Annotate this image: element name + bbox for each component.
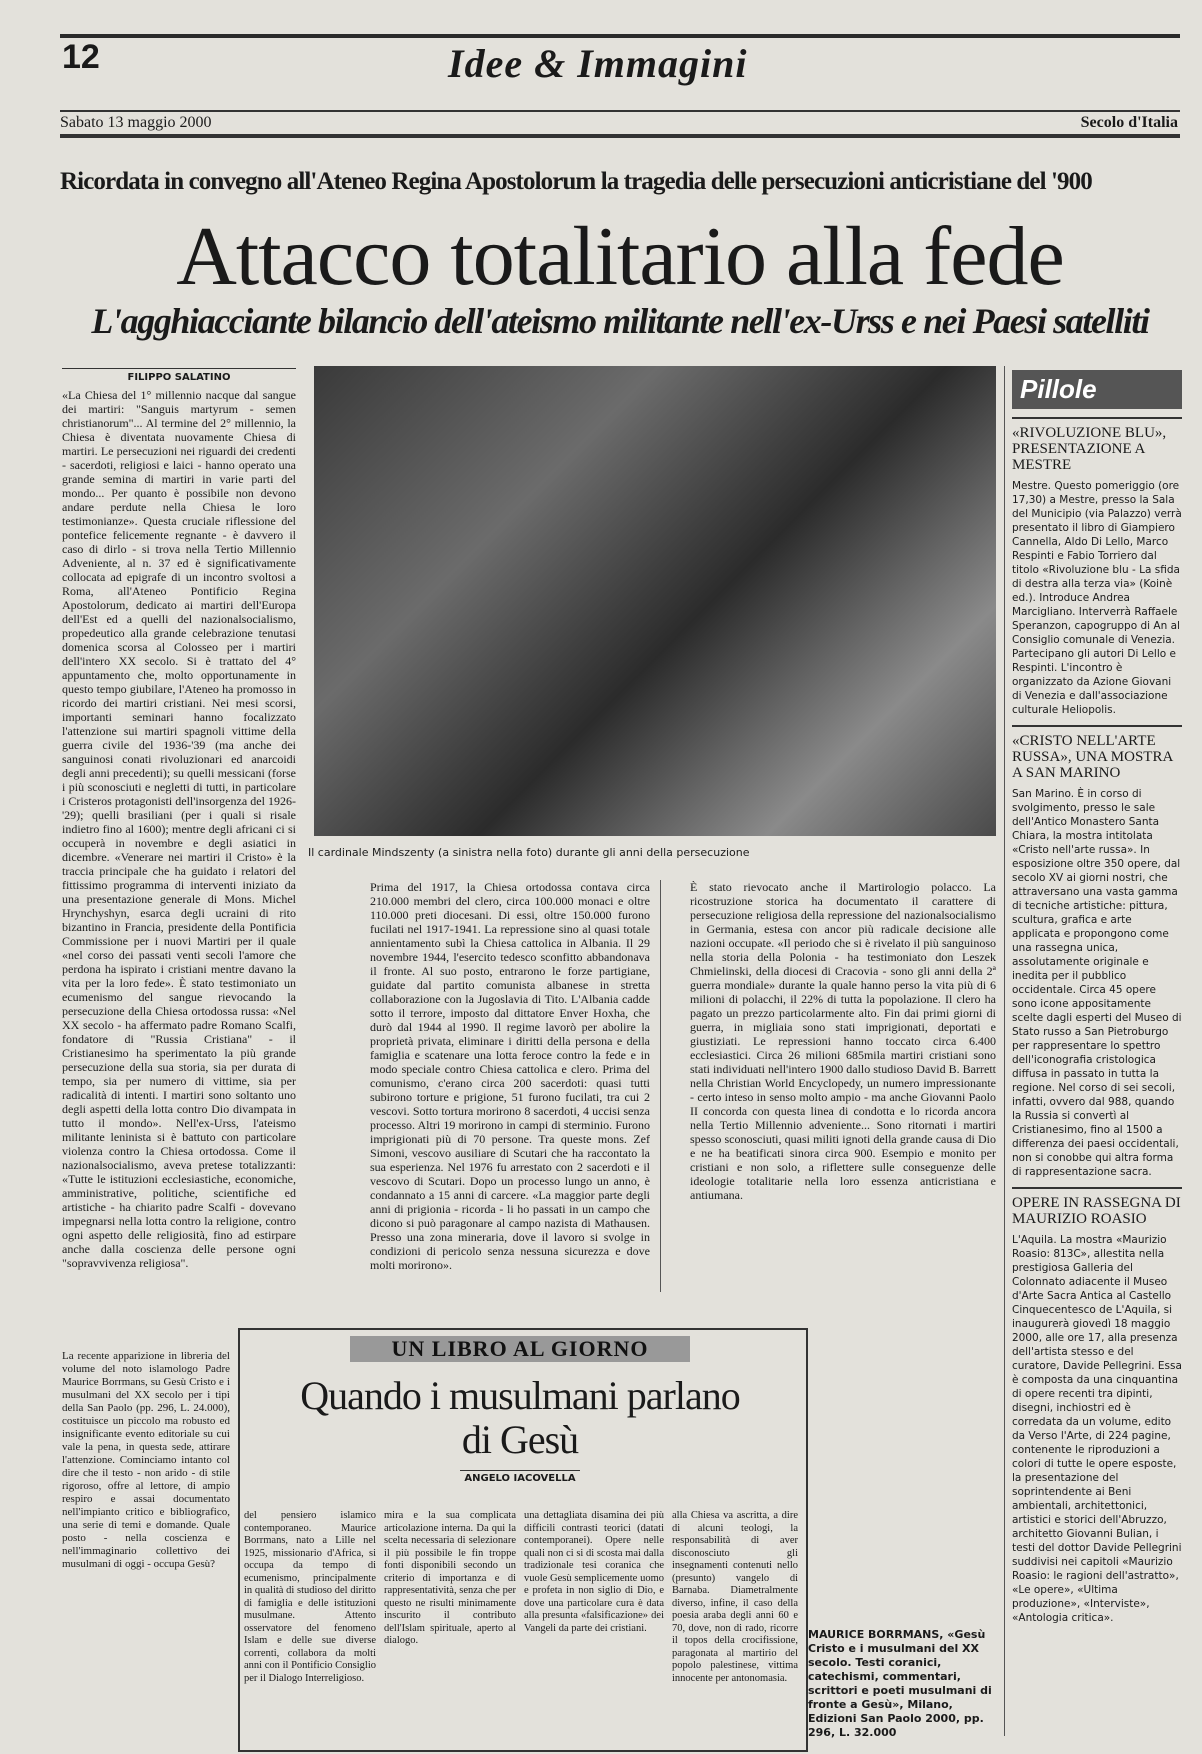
photo-caption: Il cardinale Mindszenty (a sinistra nella foto) durante gli anni della persecuzione — [308, 846, 750, 859]
book-column-2: del pensiero islamico contemporaneo. Maurice Borrmans, nato a Lille nel 1925, missionario d'Africa, si occupa da tempo di ecumenismo, principalmente in qualità di studioso del diritto di famiglia e delle istituzioni musulmane. Attento osservatore del fenomeno Islam e delle sue diverse correnti, collabora da molti anni con il Pontificio Consiglio per il Dialogo Interreligioso. — [244, 1510, 376, 1684]
byline: FILIPPO SALATINO — [62, 368, 296, 383]
sidebar-item-title: OPERE IN RASSEGNA DI MAURIZIO ROASIO — [1012, 1187, 1182, 1227]
book-column-4: una dettagliata disamina dei più difficili contrasti teorici (datati contemporanei). Opere nelle quali non ci si di scosta mai dalla tradizionale tesi coranica che vuole Gesù semplicemente uomo e profeta in non siglio di Dio, e dove una particolare cura è data alla presunta «falsificazione» dei Vangeli da parte dei cristiani. — [524, 1510, 664, 1634]
newspaper-name: Secolo d'Italia — [1080, 114, 1178, 131]
article-subheadline: L'agghiacciante bilancio dell'ateismo militante nell'ex-Urss e nei Paesi satelliti — [91, 301, 1149, 341]
sidebar-item — [1012, 1187, 1182, 1625]
sidebar-divider — [1004, 366, 1005, 1736]
book-column-1: La recente apparizione in libreria del volume del noto islamologo Padre Maurice Borrmans, su Gesù Cristo e i musulmani del XX secolo per i tipi della San Paolo (pp. 296, L. 24.000), costituisce un piccolo ma robusto ed insignificante evento editoriale su cui vale la pena, in questa sede, attirare l'attenzione. Cominciamo intanto col dire che il testo - non arido - di stile rigoroso, offre al lettore, di ampio respiro e assai documentato nell'impianto critico e bibliografico, una serie di temi e domande. Quale posto - nella coscienza e nell'immaginario collettivo dei musulmani di oggi - occupa Gesù? — [62, 1350, 230, 1570]
book-column-5: alla Chiesa va ascritta, a dire di alcuni teologi, la responsabilità di aver disconosciuto gli insegnamenti contenuti nello (presunto) vangelo di Barnaba. Diametralmente diverso, infine, il caso della poesia araba degli anni 60 e 70, dove, non di rado, ricorre il topos della crocifissione, paragonata al martirio del popolo palestinese, vittima innocente per antonomasia. — [672, 1510, 798, 1684]
pillole-title: Pillole — [1012, 370, 1182, 409]
top-rule — [60, 34, 1180, 38]
article-intro: «La Chiesa del 1° millennio nacque dal sangue dei martiri: "Sanguis martyrum - semen christianorum"... Al termine del 2° millennio, la Chiesa è diventata nuovamente Chiesa di martiri. Le persecuzioni nei riguardi dei credenti - sacerdoti, religiosi e laici - hanno operato una grande semina di martiri in varie parti del mondo... Per quanto è possibile non devono andare perdute nella Chiesa le loro testimonianze». Questa cruciale riflessione del pontefice felicemente regnante - è davvero il caso di dirlo - si trova nella Tertio Millennio Adveniente, al n. 37 ed è significativamente collocata ad epigrafe di un incontro svoltosi a Roma, all'Ateneo Pontificio Regina Apostolorum, dedicato ai martiri dell'Europa dell'Est ed a quelli del nazionalsocialismo, propedeutico alla grande celebrazione tenutasi domenica scorsa al Colosseo per i martiri dell'intero XX secolo. Si è trattato del 4° appuntamento che, molto opportunamente in questo tempo giubilare, l'Ateneo ha promosso in ricordo dei martiri cristiani. Nei mesi scorsi, importanti seminari hanno focalizzato l'attenzione sui martiri spagnoli vittime della guerra civile del 1936-'39 (ma anche dei sanguinosi conati rivoluzionari ed anarcoidi degli anni precedenti); su quelli messicani (forse i più sconosciuti e negletti di tutti, in particolare i Cristeros protagonisti dell'insorgenza del 1926-'29); quelli brasiliani (per i quali si risale indietro fino al 1600); mentre degli africani ci si occuperà in novembre e degli asiatici in dicembre. — [62, 388, 296, 864]
article-column-3: È stato rievocato anche il Martirologio polacco. La ricostruzione storica ha documentato il carattere di persecuzione religiosa della repressione del nazionalsocialismo in Germania, estesa con ancor più radicale decisione alle nazioni occupate. «Il periodo che si è rivelato il più sanguinoso nella storia della Polonia - ha testimoniato don Leszek Chmielinski, della diocesi di Cracovia - sono gli anni della 2ª guerra mondiale» durante la quale hanno perso la vita più di 6 milioni di polacchi, il 22% di tutta la popolazione. Il clero ha pagato un prezzo particolarmente alto. Fin dai primi giorni di guerra, in migliaia sono stati imprigionati, deportati e giustiziati. Le repressioni hanno toccato circa 6.400 ecclesiastici. Circa 26 milioni 685mila martiri cristiani sono stati individuati nell'intero 1900 dallo studioso David B. Barrett nella Christian World Encyclopedy, un numero impressionante - certo inteso in senso molto ampio - ma anche Giovanni Paolo II concorda con questa linea di condotta e lo ricorda ancora nella Tertio Millennio adveniente... Sono ritornati i martiri spesso sconosciuti, quasi militi ignoti della grande causa di Dio e ne ha beatificati sinora circa 900. Esempio e monito per cristiani e non solo, a riflettere sulle conseguenze delle ideologie totalitarie nella loro essenza anticristiana e antiumana. — [690, 880, 996, 1202]
book-kicker: UN LIBRO AL GIORNO — [350, 1336, 690, 1362]
book-column-3: mira e la sua complicata articolazione interna. Da qui la scelta necessaria di selezionare il più possibile le fin troppe fonti disponibili secondo un criterio di importanza e di rappresentatività, senza che per questo ne risulti minimamente inscurito il contributo dell'Islam spirituale, aperto al dialogo. — [384, 1510, 516, 1646]
column-divider — [660, 880, 661, 1292]
pillole-sidebar — [1012, 370, 1182, 1625]
sidebar-item-title: «CRISTO NELL'ARTE RUSSA», UNA MOSTRA A SAN MARINO — [1012, 725, 1182, 781]
article-photo — [314, 366, 996, 836]
article-column-1 — [62, 388, 296, 1292]
sidebar-item-text: San Marino. È in corso di svolgimento, presso le sale dell'Antico Monastero Santa Chiara, la mostra intitolata «Cristo nell'arte russa». In esposizione oltre 350 opere, dal secolo XV ai giorni nostri, che attraversano una vasta gamma di tecniche artistiche: pittura, scultura, grafica e arte applicata e propongono come una rassegna unica, assolutamente originale e inedita per il pubblico occidentale. Circa 45 opere sono icone appositamente scelte dagli esperti del Museo di Stato russo a San Pietroburgo per rappresentare lo spettro dell'iconografia cristologica diffusa in passato in tutta la regione. Nel corso di sei secoli, infatti, ovvero dal 988, quando la Russia si convertì al Cristianesimo, fino al 1500 a differenza dei paesi occidentali, non si conobbe qui altra forma di rappresentazione sacra. — [1012, 788, 1182, 1178]
sidebar-item-text: Mestre. Questo pomeriggio (ore 17,30) a Mestre, presso la Sala del Municipio (via Palazzo) verrà presentato il libro di Giampiero Cannella, Aldo Di Lello, Marco Respinti e Fabio Torriero dal titolo «Rivoluzione blu - La sfida di destra alla terza via» (Koinè ed.). Introduce Andrea Marcigliano. Interverrà Raffaele Speranzon, capogruppo di An al Consiglio comunale di Venezia. Partecipano gli autori Di Lello e Respinti. L'incontro è organizzato da Azione Giovani di Venezia e dall'associazione culturale Heliopolis. — [1012, 480, 1182, 716]
sidebar-item-text: L'Aquila. La mostra «Maurizio Roasio: 813C», allestita nella prestigiosa Galleria del Colonnato adiacente il Museo d'Arte Sacra Antica al Castello Cinquecentesco de L'Aquila, si inaugurerà giovedì 18 maggio 2000, alle ore 17, alla presenza dell'artista stesso e del curatore, Davide Pellegrini. Essa è composta da una cinquantina di opere recenti tra dipinti, disegni, inchiostri ed è corredata da un volume, edito da Verso l'Arte, di 224 pagine, contenente le riproduzioni a colori di tutte le opere esposte, la presentazione del soprintendente ai Beni ambientali, architettonici, artistici e storici dell'Abruzzo, architetto Giovanni Bulian, i testi del dottor Davide Pellegrini suddivisi nei capitoli «Maurizio Roasio: le ragioni dell'astratto», «Le opere», «Ultima produzione», «Interviste», «Antologia critica». — [1012, 1234, 1182, 1624]
article-body-1: «Venerare nei martiri il Cristo» è la traccia principale che ha guidato i relatori del fittissimo programma di interventi iniziato da una presentazione generale di Mons. Michel Hrynchyshyn, esarca degli ucraini di rito bizantino in Francia, presidente della Pontificia Commissione per i nuovi Martiri per il quale «nel corso dei passati venti secoli l'amore che perdona ha ispirato i cristiani mentre davano la vita per la loro fede». È stato testimoniato un ecumenismo del sangue rievocando la persecuzione della Chiesa ortodossa russa: «Nel XX secolo - ha affermato padre Romano Scalfi, fondatore di "Russia Cristiana" - il Cristianesimo ha sperimentato la più grande persecuzione della sua storia, sia per durata di tempo, sia per numero di vittime, sia per radicalità di intenti. I martiri sono soltanto uno degli aspetti della lotta contro Dio divampata in tutto il mondo». Nell'ex-Urss, l'ateismo militante leninista si è battuto con particolare violenza contro la Chiesa ortodossa. Come il nazionalsocialismo, aveva pretese totalizzanti: «Tutte le istituzioni ecclesiastiche, economiche, amministrative, politiche, scientifiche ed artistiche - ha chiarito padre Scalfi - dovevano impegnarsi nella lotta contro la religione, contro ogni aspetto delle religiosità, fino ad estirpare anche dalla coscienza delle persone ogni "sopravvivenza religiosa". — [62, 850, 296, 1270]
article-headline: Attacco totalitario alla fede — [176, 210, 1064, 303]
section-title: Idee & Immagini — [448, 41, 748, 86]
issue-date: Sabato 13 maggio 2000 — [60, 114, 212, 131]
masthead-rule — [60, 110, 1180, 112]
sidebar-item — [1012, 725, 1182, 1179]
book-bibliography: MAURICE BORRMANS, «Gesù Cristo e i musulmani del XX secolo. Testi coranici, catechismi, commentari, scrittori e poeti musulmani di fronte a Gesù», Milano, Edizioni San Paolo 2000, pp. 296, L. 32.000 — [808, 1628, 992, 1739]
date-rule — [60, 134, 1180, 138]
sidebar-item-title: «RIVOLUZIONE BLU», PRESENTAZIONE A MESTRE — [1012, 417, 1182, 473]
book-review-author: ANGELO IACOVELLA — [460, 1470, 580, 1484]
book-review-title: Quando i musulmani parlano di Gesù — [300, 1373, 740, 1462]
page-number: 12 — [62, 38, 100, 76]
article-kicker: Ricordata in convegno all'Ateneo Regina Apostolorum la tragedia delle persecuzioni anticristiane del '900 — [60, 168, 1092, 195]
sidebar-item — [1012, 417, 1182, 717]
article-column-2: Prima del 1917, la Chiesa ortodossa contava circa 210.000 membri del clero, circa 100.000 monaci e oltre 110.000 preti diocesani. Di essi, oltre 150.000 furono fucilati nel 1917-1941. La repressione sino al quasi totale annientamento subì la Chiesa cattolica in Albania. Il 29 novembre 1944, l'esercito tedesco sconfitto abbandonava il fronte. Al suo posto, entrarono le forze partigiane, guidate dal partito comunista albanese in stretta collaborazione con la Jugoslavia di Tito. L'Albania cadde sotto il terrore, imposto dal dittatore Enver Hoxha, che durò dal 1944 al 1990. Il regime lavorò per abolire la proprietà privata, eliminare i diritti della persona e della famiglia e scatenare una lotta feroce contro la fede e in modo speciale contro Chiesa cattolica e clero. Prima del comunismo, c'erano circa 200 sacerdoti: quasi tutti subirono torture e prigione, 51 furono fucilati, tra cui 2 vescovi. Sotto tortura morirono 8 sacerdoti, 4 uccisi senza processo. Altri 19 morirono in campi di sterminio. Furono imprigionati più di 70 persone. Tra queste mons. Zef Simoni, vescovo ausiliare di Scutari che ha raccontato la sua esperienza. Nel 1976 fu arrestato con 2 sacerdoti e il vescovo di Scutari. Dopo un processo lungo un anno, è condannato a 15 anni di carcere. «La maggior parte degli anni di prigionia - ricorda - li ho passati in un campo che dicono si può paragonare al campo nazista di Mathausen. Presso una zona mineraria, dove il lavoro si svolge in condizioni di pericolo senza nessuna sicurezza e dove molti morirono». — [370, 880, 650, 1272]
